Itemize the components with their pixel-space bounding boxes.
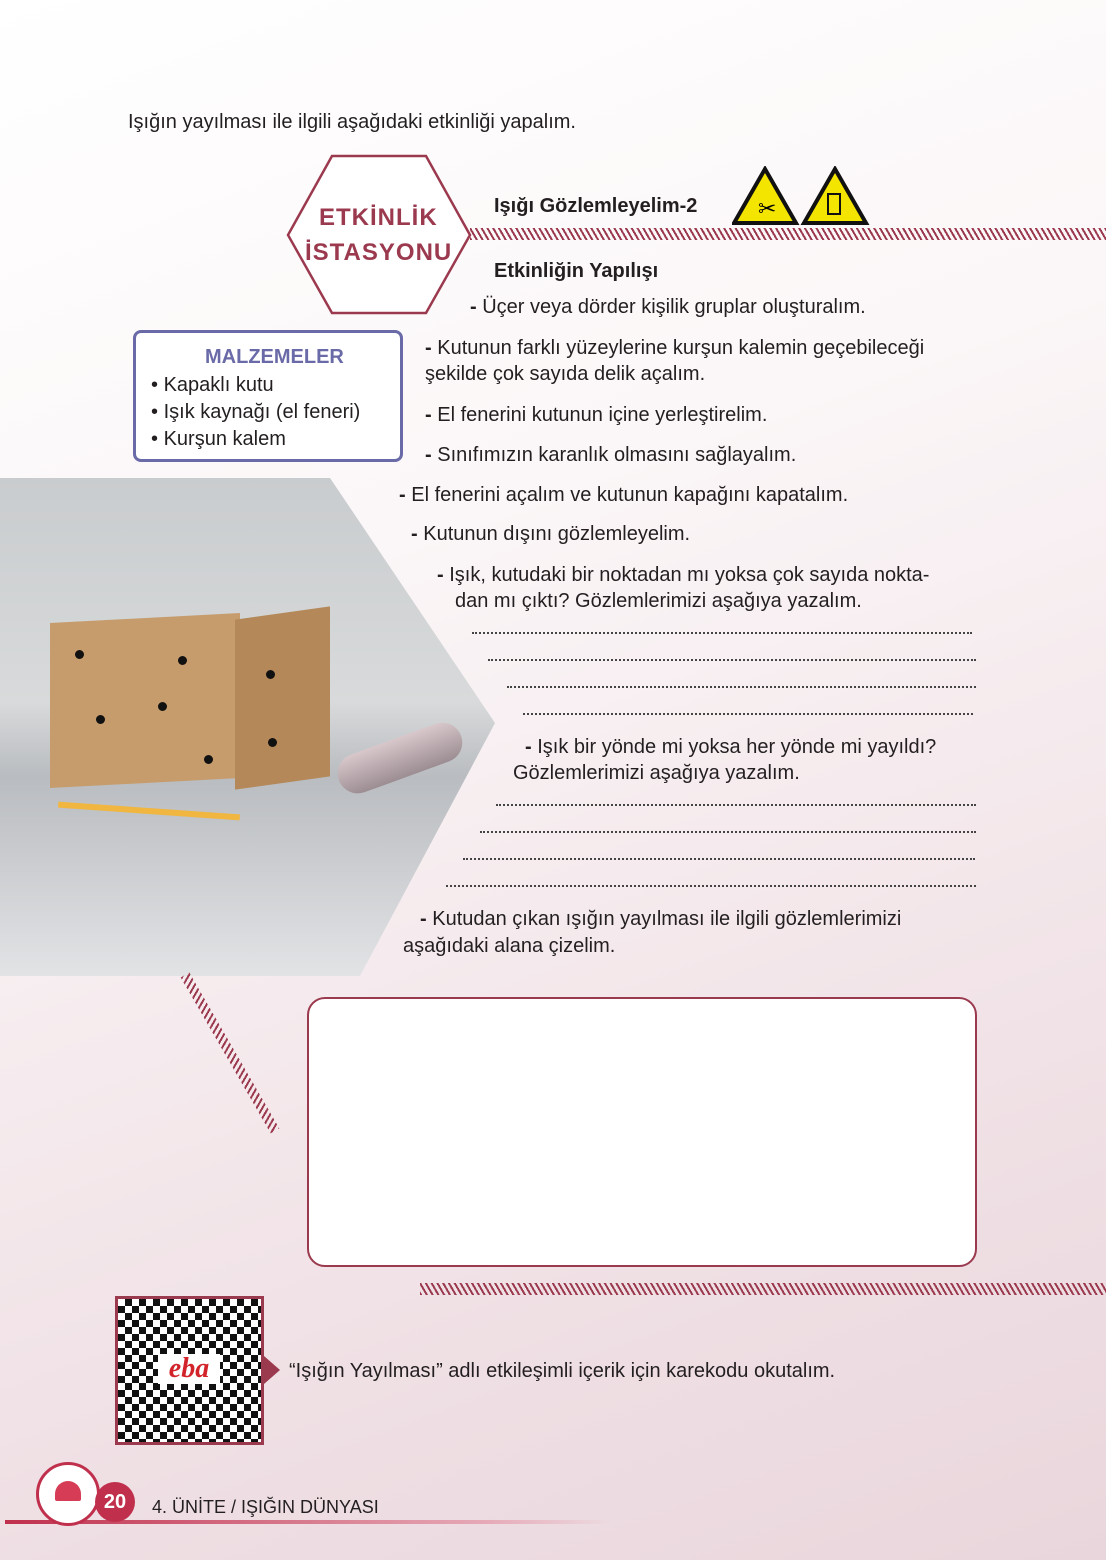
answer-line[interactable] xyxy=(446,885,976,887)
sharp-object-warning-icon xyxy=(804,169,866,223)
answer-line[interactable] xyxy=(496,804,976,806)
material-item: • Işık kaynağı (el feneri) xyxy=(151,401,361,423)
activity-title: Işığı Gözlemleyelim-2 xyxy=(494,195,698,217)
answer-line[interactable] xyxy=(480,831,976,833)
answer-line[interactable] xyxy=(507,686,976,688)
step-text: Kutunun farklı yüzeylerine kurşun kalemin geçebileceği xyxy=(437,337,925,359)
material-item: • Kurşun kalem xyxy=(151,428,286,450)
answer-line[interactable] xyxy=(523,713,973,715)
qr-code[interactable] xyxy=(115,1296,264,1445)
step-text: Kutunun dışını gözlemleyelim. xyxy=(423,523,691,545)
material-item: • Kapaklı kutu xyxy=(151,374,274,396)
pointer-arrow-icon xyxy=(264,1356,280,1384)
footer-line xyxy=(5,1520,610,1524)
step-text: Sınıfımızın karanlık olmasını sağlayalım. xyxy=(437,444,797,466)
step-text: Işık, kutudaki bir noktadan mı yoksa çok sayıda nokta- xyxy=(449,564,930,586)
bottom-divider xyxy=(420,1283,1106,1295)
procedure-title: Etkinliğin Yapılışı xyxy=(494,260,659,282)
intro-text: Işığın yayılması ile ilgili aşağıdaki etkinliği yapalım. xyxy=(128,111,576,133)
step-text: dan mı çıktı? Gözlemlerimizi aşağıya yazalım. xyxy=(455,590,862,612)
step-text: Gözlemlerimizi aşağıya yazalım. xyxy=(513,762,800,784)
step-text: Işık bir yönde mi yoksa her yönde mi yayıldı? xyxy=(537,736,937,758)
materials-title: MALZEMELER xyxy=(205,346,344,368)
step-text: El fenerini kutunun içine yerleştirelim. xyxy=(437,404,768,426)
activity-photo xyxy=(0,478,495,976)
unit-title: 4. ÜNİTE / IŞIĞIN DÜNYASI xyxy=(152,1497,379,1517)
answer-line[interactable] xyxy=(472,632,972,634)
flashlight xyxy=(332,717,468,799)
qr-caption: “Işığın Yayılması” adlı etkileşimli içerik için karekodu okutalım. xyxy=(289,1360,836,1382)
step-text: aşağıdaki alana çizelim. xyxy=(403,935,616,957)
eba-logo: eba xyxy=(158,1354,220,1384)
step-text: El fenerini açalım ve kutunun kapağını kapatalım. xyxy=(411,484,849,506)
step-text: Üçer veya dörder kişilik gruplar oluşturalım. xyxy=(482,296,866,318)
station-hexagon xyxy=(284,154,474,316)
scissors-warning-icon xyxy=(734,169,796,223)
station-label-1: ETKİNLİK xyxy=(319,204,438,231)
drawing-area[interactable] xyxy=(307,997,977,1267)
warning-icons xyxy=(732,166,872,226)
step-text: şekilde çok sayıda delik açalım. xyxy=(425,363,706,385)
svg-text:✂: ✂ xyxy=(758,196,777,221)
bell-lamp-icon xyxy=(36,1462,100,1526)
page-number: 20 xyxy=(95,1482,135,1522)
step-text: Kutudan çıkan ışığın yayılması ile ilgili gözlemlerimizi xyxy=(432,908,902,930)
answer-line[interactable] xyxy=(488,659,976,661)
hatch-connector xyxy=(181,973,280,1134)
title-divider xyxy=(470,228,1106,240)
answer-line[interactable] xyxy=(463,858,975,860)
station-label-2: İSTASYONU xyxy=(305,239,453,266)
pencil xyxy=(58,802,240,821)
